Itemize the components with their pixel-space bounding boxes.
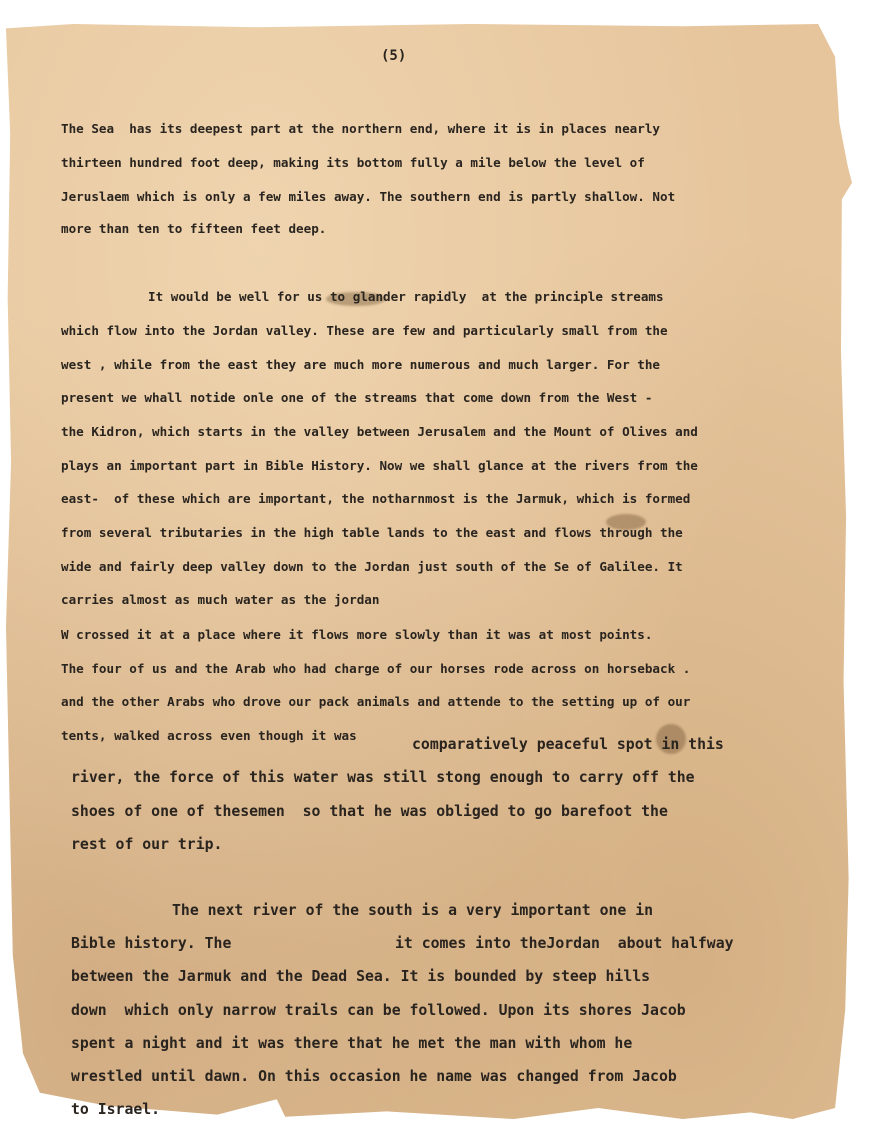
text-line: present we whall notide onle one of the streams that come down from the West - [61,390,653,405]
text-line: shoes of one of thesemen so that he was obliged to go barefoot the [71,803,668,820]
text-line: river, the force of this water was still stong enough to carry off the [71,769,695,786]
text-line: more than ten to fifteen feet deep. [61,221,327,236]
text-line: it comes into theJordan about halfway [395,935,734,952]
text-line: The four of us and the Arab who had charge of our horses rode across on horseback . [61,661,691,676]
text-line: The Sea has its deepest part at the northern end, where it is in places nearly [61,121,660,136]
text-line: between the Jarmuk and the Dead Sea. It is bounded by steep hills [71,968,651,985]
text-line: plays an important part in Bible History. Now we shall glance at the rivers from the [61,458,698,473]
text-line: west , while from the east they are much more numerous and much larger. For the [61,357,660,372]
text-line: wrestled until dawn. On this occasion he name was changed from Jacob [71,1068,677,1085]
page-number: (5) [381,48,407,64]
text-line: tents, walked across even though it was [61,728,357,743]
text-line: east- of these which are important, the notharnmost is the Jarmuk, which is formed [61,491,691,506]
text-line: and the other Arabs who drove our pack animals and attende to the setting up of our [61,694,691,709]
text-line: from several tributaries in the high table lands to the east and flows through the [61,525,683,540]
text-line: Bible history. The [71,935,232,952]
text-line: Jeruslaem which is only a few miles away. The southern end is partly shallow. Not [61,189,676,204]
text-line: wide and fairly deep valley down to the Jordan just south of the Se of Galilee. It [61,559,683,574]
text-line: W crossed it at a place where it flows more slowly than it was at most points. [61,627,653,642]
text-line: to Israel. [71,1101,161,1118]
text-line: The next river of the south is a very important one in [172,902,654,919]
text-line: which flow into the Jordan valley. These are few and particularly small from the [61,323,668,338]
text-line: down which only narrow trails can be followed. Upon its shores Jacob [71,1002,686,1019]
text-line: comparatively peaceful spot in this [412,736,724,753]
text-line: spent a night and it was there that he met the man with whom he [71,1035,633,1052]
text-line: the Kidron, which starts in the valley between Jerusalem and the Mount of Olives and [61,424,698,439]
text-line: It would be well for us to glander rapidly at the principle streams [148,289,664,304]
text-line: carries almost as much water as the jordan [61,592,380,607]
text-line: thirteen hundred foot deep, making its bottom fully a mile below the level of [61,155,645,170]
text-line: rest of our trip. [71,836,223,853]
